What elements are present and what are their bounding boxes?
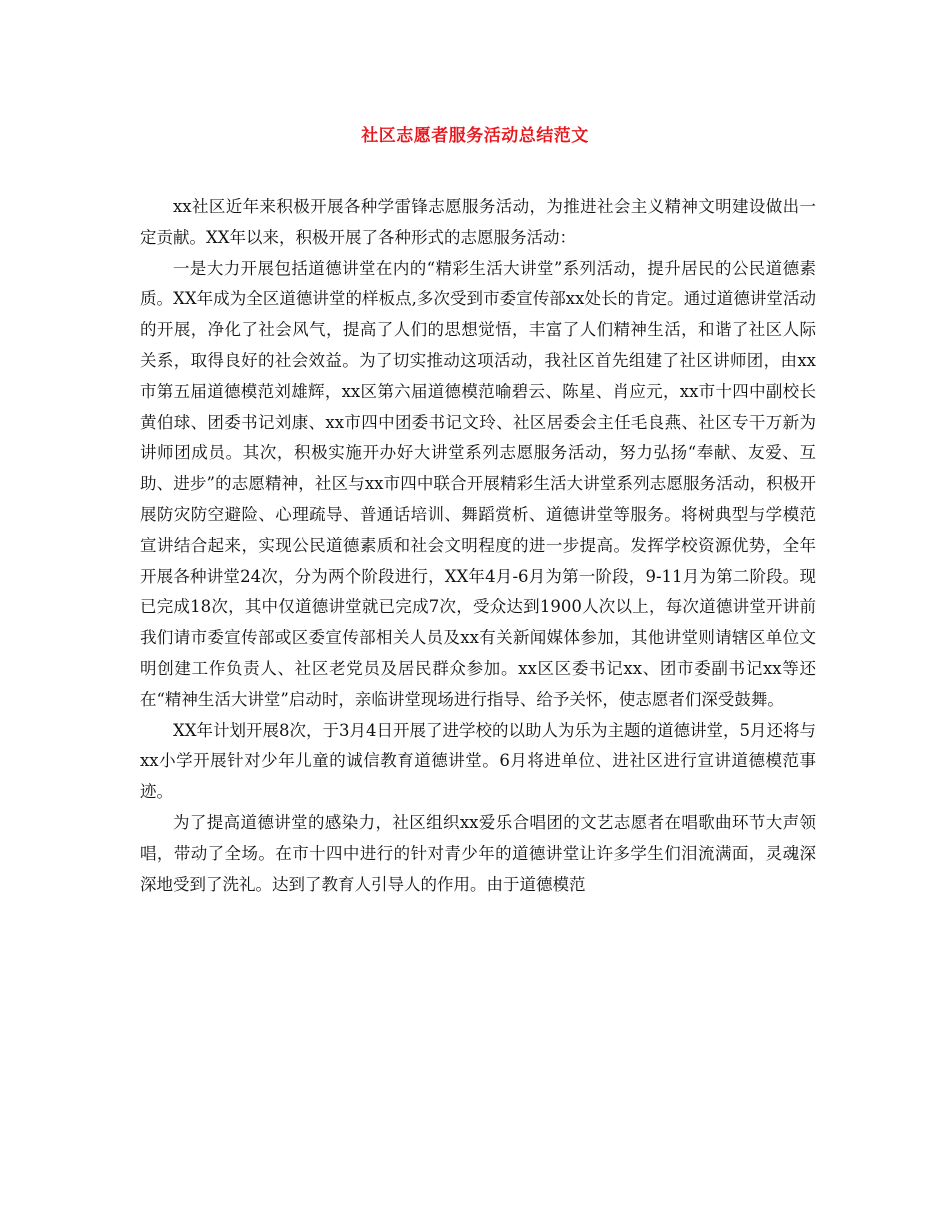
document-body <box>140 192 816 900</box>
paragraph-intro: xx社区近年来积极开展各种学雷锋志愿服务活动，为推进社会主义精神文明建设做出一定贡献。XX年以来，积极开展了各种形式的志愿服务活动： <box>140 197 816 247</box>
paragraph-plan: XX年计划开展8次，于3月4日开展了进学校的以助人为乐为主题的道德讲堂，5月还将与xx小学开展针对少年儿童的诚信教育道德讲堂。6月将进单位、进社区进行宣讲道德模范事迹。 <box>140 720 816 802</box>
document-title: 社区志愿者服务活动总结范文 <box>361 126 589 146</box>
paragraph-lecture-hall: 一是大力开展包括道德讲堂在内的“精彩生活大讲堂”系列活动，提升居民的公民道德素质。XX年成为全区道德讲堂的样板点,多次受到市委宣传部xx处长的肯定。通过道德讲堂活动的开展，净化了社会风气，提高了人们的思想觉悟，丰富了人们精神生活，和谐了社区人际关系，取得良好的社会效益。为了切实推动这项活动，我社区首先组建了社区讲师团，由xx市第五届道德模范刘雄辉，xx区第六届道德模范喻碧云、陈星、肖应元，xx市十四中副校长黄伯球、团委书记刘康、xx市四中团委书记文玲、社区居委会主任毛良燕、社区专干万新为讲师团成员。其次，积极实施开办好大讲堂系列志愿服务活动，努力弘扬“奉献、友爱、互助、进步”的志愿精神，社区与xx市四中联合开展精彩生活大讲堂系列志愿服务活动，积极开展防灾防空避险、心理疏导、普通话培训、舞蹈赏析、道德讲堂等服务。将树典型与学模范宣讲结合起来，实现公民道德素质和社会文明程度的进一步提高。发挥学校资源优势，全年开展各种讲堂24次，分为两个阶段进行，XX年4月-6月为第一阶段，9-11月为第二阶段。现已完成18次，其中仅道德讲堂就已完成7次，受众达到1900人次以上，每次道德讲堂开讲前我们请市委宣传部或区委宣传部相关人员及xx有关新闻媒体参加，其他讲堂则请辖区单位文明创建工作负责人、社区老党员及居民群众参加。xx区区委书记xx、团市委副书记xx等还在“精神生活大讲堂”启动时，亲临讲堂现场进行指导、给予关怀，使志愿者们深受鼓舞。 <box>140 258 816 709</box>
paragraph-choir: 为了提高道德讲堂的感染力，社区组织xx爱乐合唱团的文艺志愿者在唱歌曲环节大声领唱，带动了全场。在市十四中进行的针对青少年的道德讲堂让许多学生们泪流满面，灵魂深深地受到了洗礼。达到了教育人引导人的作用。由于道德模范 <box>140 812 816 894</box>
